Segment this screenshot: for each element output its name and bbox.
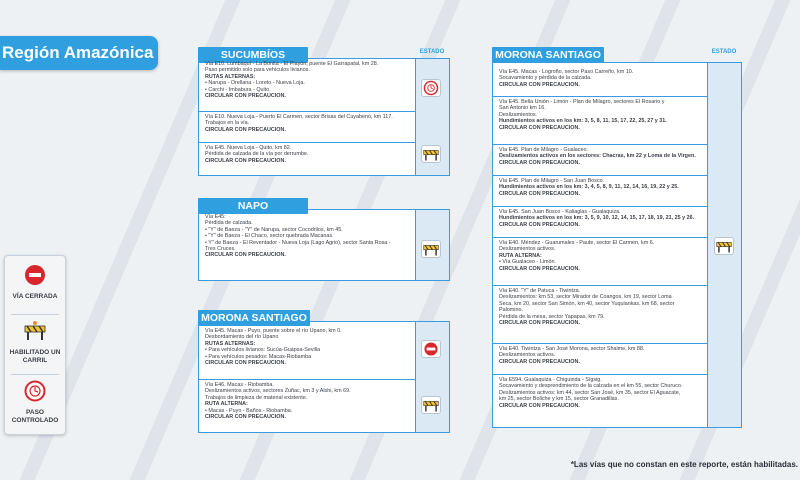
card-sucumbios: [198, 49, 450, 176]
route-item: Vía E10. Lumbaquí - La Bonita - El Playón, puente El Garrapatal, km 28. Paso permitido solo para vehículos livianos. RUTAS ALTERNAS: • Narupa - Orellana - Loreto - Nueva Loja. • Carchi - Imbabura - Quito. CIRCULAR CON PRECAUCIÓN.: [199, 59, 416, 112]
card-napo: [198, 200, 450, 281]
one-lane-icon: [421, 396, 441, 414]
legend-one-lane-label: HABILITADO UN CARRIL: [9, 349, 61, 364]
card-morona-santiago-right: [492, 49, 742, 428]
route-item: Vía E45. Nueva Loja - Quito, km 82. Pérdida de calzada de la vía por derrumbe. CIRCULAR CON PRECAUCIÓN.: [205, 145, 309, 164]
card-title: NAPO: [198, 198, 308, 214]
controlled-pass-icon: [421, 79, 441, 97]
legend-controlled-label: PASO CONTROLADO: [11, 409, 59, 424]
card-morona-santiago-left: [198, 312, 450, 433]
closed-road-icon: [24, 264, 46, 286]
route-item: Vía E40. Tiwintza - San José Morona, sector Shaime, km 88. Deslizamientos activos. CIRCULAR CON PRECAUCIÓN.: [493, 344, 708, 375]
route-item: Vía E45. Plan de Milagro - San Juan Bosco. Hundimientos activos en los km: 3, 4, 5, 8, 9, 11, 12, 14, 16, 19, 22 y 25. CIRCULAR CON PRECAUCIÓN.: [493, 176, 708, 207]
legend-closed: [5, 264, 65, 301]
route-item: Vía E10. Nueva Loja - Puerto El Carmen, sector Brisas del Cuyabeno, km 117. Trabajos en la vía. CIRCULAR CON PRECAUCIÓN.: [199, 112, 416, 143]
card-title: SUCUMBÍOS: [198, 47, 308, 63]
footnote: *Las vías que no constan en este reporte, están habilitadas.: [570, 460, 798, 469]
route-item: Vía E40. "Y" de Patuca - Tiwintza. Deslizamientos: km 53, sector Mirador de Coangos, km 19, sector Loma Seca, km 20, sector San Simón, km 40, sector Yuquiankas, km 68, sector Palomino. Pérdida de la mesa, sector Yapapas, km 79. CIRCULAR CON PRECAUCIÓN.: [493, 286, 708, 344]
route-item: Vía E45: Pérdida de calzada. • "Y" de Baeza - "Y" de Narupa, sector Cocodrilos, km 45. • "Y" de Baeza - El Chaco, sector quebrada Macanas. • Y" de Baeza - El Reventador - Nueva Loja (Lago Agrio), sector Santa Rosa - Tres Cruces. CIRCULAR CON PRECAUCIÓN.: [205, 214, 391, 259]
legend-one-lane: [5, 320, 65, 364]
card-title: MORONA SANTIAGO: [198, 310, 310, 326]
legend-closed-label: VÍA CERRADA: [12, 293, 58, 300]
route-item: Vía E45. Macas - Puyo, puente sobre el río Upano, km 0. Desbordamiento del río Upano RUTAS ALTERNAS: • Para vehículos livianos: Sucúa-Guápsa-Sevilla • Para vehículos pesados: Macas-Riobamba CIRCULAR CON PRECAUCIÓN.: [199, 326, 416, 380]
one-lane-icon: [714, 237, 734, 255]
card-title: MORONA SANTIAGO: [492, 47, 604, 63]
closed-road-icon: [421, 340, 441, 358]
estado-label: ESTADO: [419, 49, 445, 55]
route-item: Vía E45. Bella Unión - Limón - Plan de Milagro, sectores El Rosario y San Antonio km 16. Deslizamientos. Hundimientos activos en los km: 3, 5, 8, 11, 15, 17, 22, 25, 27 y 31. CIRCULAR CON PRECAUCIÓN.: [493, 97, 708, 145]
route-item: Vía E594. Gualaquiza - Chiguinda - Sígsig. Socavamiento y desprendimiento de la calzada en el km 55, sector Churuco. Deslizamientos activos: km 44, sector San José, km 35, sector El Aguacate, km 25, sector Boliche y km 15, sector Granadillas. CIRCULAR CON PRECAUCIÓN.: [499, 377, 683, 409]
controlled-pass-icon: [24, 380, 46, 402]
route-item: Vía E45. Macas - Logroño, sector Paso Carreño, km 10. Socavamiento y pérdida de la calzada. CIRCULAR CON PRECAUCIÓN.: [493, 67, 708, 97]
one-lane-icon: [23, 320, 47, 342]
route-item: Vía E45. Plan de Milagro - Gualaceo. Deslizamientos activos en los sectores: Chacras, km 22 y Loma de la Virgen. CIRCULAR CON PRECAUCIÓN.: [493, 145, 708, 176]
route-item: Vía E40. Méndez - Guarumales - Paute, sector El Carmen, km 6. Deslizamientos activos. RUTA ALTERNA: • Vía Gualaceo - Limón. CIRCULAR CON PRECAUCIÓN.: [493, 238, 708, 286]
estado-label: ESTADO: [711, 49, 737, 55]
one-lane-icon: [421, 240, 441, 258]
route-item: Vía E45. San Juan Bosco - Kaliaglas - Gualaquiza. Hundimientos activos en los km: 3, 5, 9, 10, 12, 14, 15, 17, 18, 19, 21, 25 y 26. CIRCULAR CON PRECAUCIÓN.: [493, 207, 708, 238]
region-title: Región Amazónica: [0, 36, 158, 70]
legend: [4, 255, 66, 435]
legend-controlled: [5, 380, 65, 424]
one-lane-icon: [421, 145, 441, 163]
route-item: Vía E46. Macas - Riobamba. Deslizamientos activos, sectores Zuñac, km 3 y Alshi, km 69. Trabajos de limpieza de material existente. RUTA ALTERNA: • Macas - Puyo - Baños - Riobamba. CIRCULAR CON PRECAUCIÓN.: [205, 382, 351, 421]
